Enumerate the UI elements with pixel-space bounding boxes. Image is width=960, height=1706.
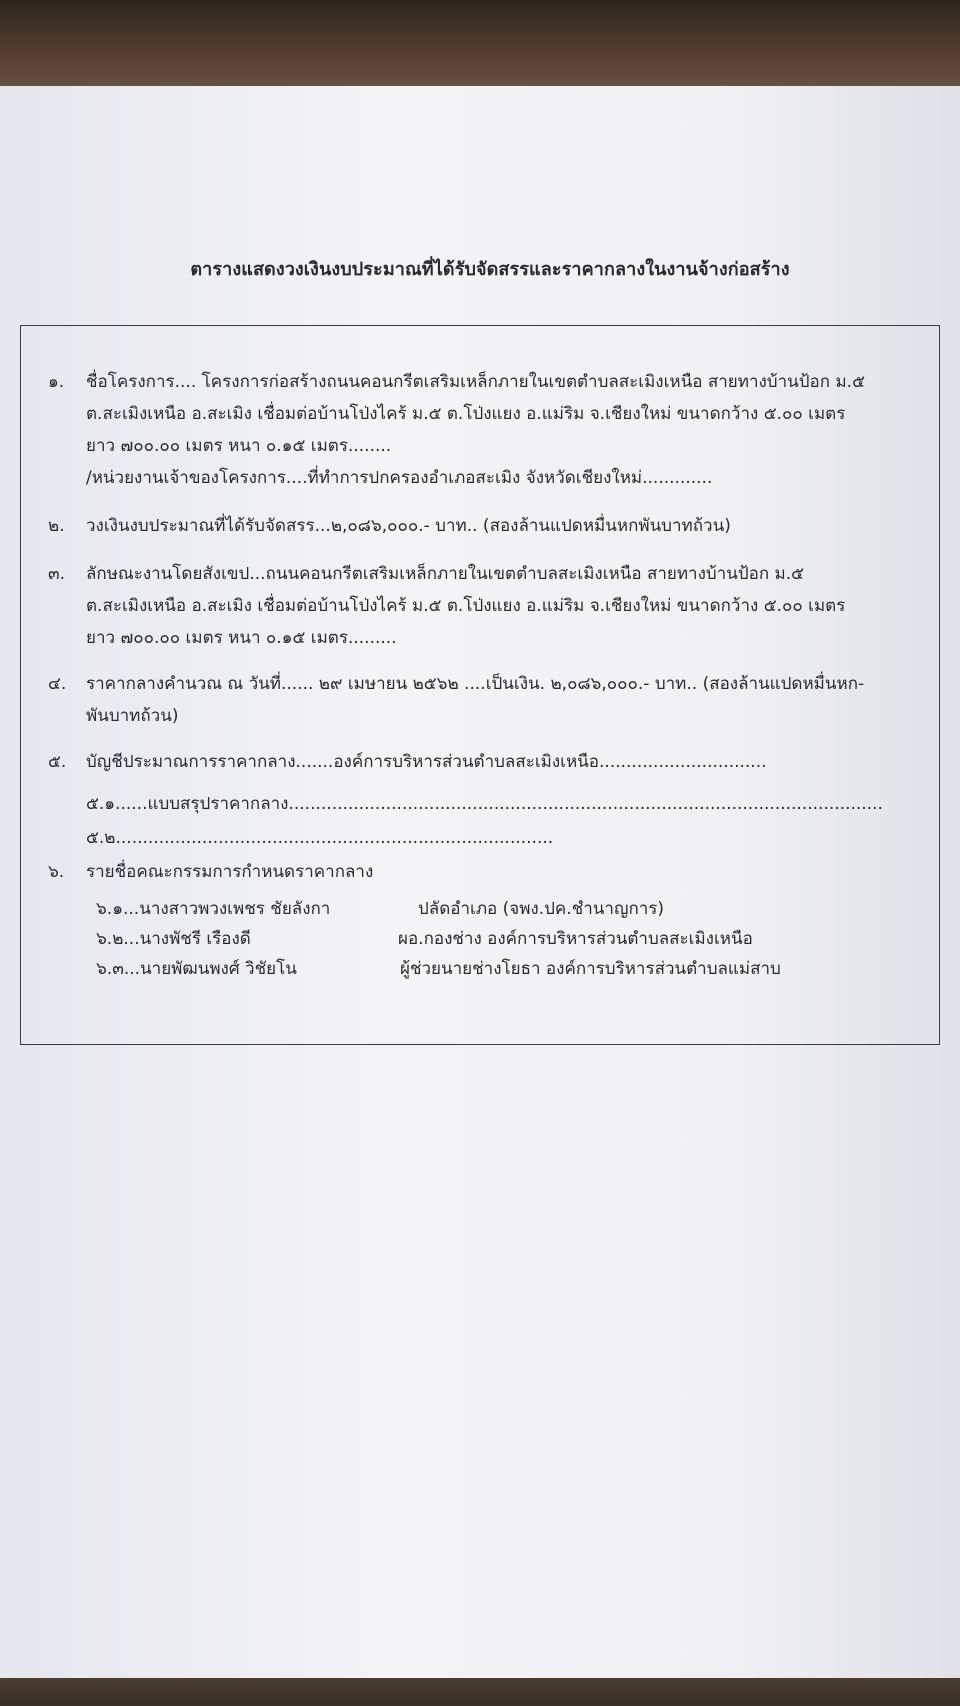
project-name: ชื่อโครงการ.... โครงการก่อสร้างถนนคอนกรีตเสริมเหล็กภายในเขตตำบลสะเมิงเหนือ สายทางบ้านป้อก ม.๕ — [86, 372, 865, 392]
item-number: ๖. — [48, 862, 65, 882]
median-price-continued: พันบาทถ้วน) — [86, 706, 179, 726]
item-number: ๔. — [48, 674, 67, 694]
budget-amount: วงเงินงบประมาณที่ได้รับจัดสรร...๒,๐๘๖,๐๐๐.- บาท.. (สองล้านแปดหมื่นหกพันบาทถ้วน) — [86, 516, 731, 536]
committee-heading: รายชื่อคณะกรรมการกำหนดราคากลาง — [86, 862, 374, 882]
item-number: ๒. — [48, 516, 65, 536]
price-estimate: บัญชีประมาณการราคากลาง.......องค์การบริหารส่วนตำบลสะเมิงเหนือ............................... — [86, 752, 767, 772]
sub-item-5-2: ๕.๒................................................................................. — [86, 828, 554, 848]
project-location: ต.สะเมิงเหนือ อ.สะเมิง เชื่อมต่อบ้านโป่งไคร้ ม.๕ ต.โป่งแยง อ.แม่ริม จ.เชียงใหม่ ขนาดกว้าง ๕.๐๐ เมตร — [86, 404, 846, 424]
committee-member-name: ๖.๓...นายพัฒนพงศ์ วิชัยโน — [96, 959, 297, 979]
item-3 — [48, 563, 804, 585]
item-2 — [48, 515, 731, 537]
wood-background-top — [0, 0, 960, 92]
sub-item-5-1: ๕.๑......แบบสรุปราคากลาง.............................................................................................................. — [86, 794, 883, 814]
item-number: ๕. — [48, 752, 67, 772]
item-5 — [48, 751, 767, 773]
item-6 — [48, 861, 373, 883]
committee-member-name: ๖.๒...นางพัชรี เรืองดี — [96, 929, 251, 949]
committee-member-name: ๖.๑...นางสาวพวงเพชร ชัยลังกา — [96, 899, 331, 919]
item-number: ๑. — [48, 372, 65, 392]
project-owner: /หน่วยงานเจ้าของโครงการ....ที่ทำการปกครองอำเภอสะเมิง จังหวัดเชียงใหม่............. — [86, 468, 713, 488]
work-size: ยาว ๗๐๐.๐๐ เมตร หนา ๐.๑๕ เมตร......... — [86, 628, 397, 648]
committee-member-position: ผอ.กองช่าง องค์การบริหารส่วนตำบลสะเมิงเหนือ — [398, 929, 753, 949]
committee-member-position: ปลัดอำเภอ (จพง.ปค.ชำนาญการ) — [418, 899, 665, 919]
median-price: ราคากลางคำนวณ ณ วันที่...... ๒๙ เมษายน ๒๕๖๒ ....เป็นเงิน. ๒,๐๘๖,๐๐๐.- บาท.. (สองล้านแปดหมื่นหก- — [86, 674, 865, 694]
work-location: ต.สะเมิงเหนือ อ.สะเมิง เชื่อมต่อบ้านโป่งไคร้ ม.๕ ต.โป่งแยง อ.แม่ริม จ.เชียงใหม่ ขนาดกว้าง ๕.๐๐ เมตร — [86, 596, 846, 616]
project-size: ยาว ๗๐๐.๐๐ เมตร หนา ๐.๑๕ เมตร........ — [86, 436, 392, 456]
item-4 — [48, 673, 864, 695]
document-title: ตารางแสดงวงเงินงบประมาณที่ได้รับจัดสรรและราคากลางในงานจ้างก่อสร้าง — [190, 259, 790, 280]
committee-member-position: ผู้ช่วยนายช่างโยธา องค์การบริหารส่วนตำบลแม่สาบ — [400, 959, 781, 979]
item-number: ๓. — [48, 564, 66, 584]
work-description: ลักษณะงานโดยสังเขป...ถนนคอนกรีตเสริมเหล็กภายในเขตตำบลสะเมิงเหนือ สายทางบ้านป้อก ม.๕ — [86, 564, 805, 584]
item-1 — [48, 371, 865, 393]
